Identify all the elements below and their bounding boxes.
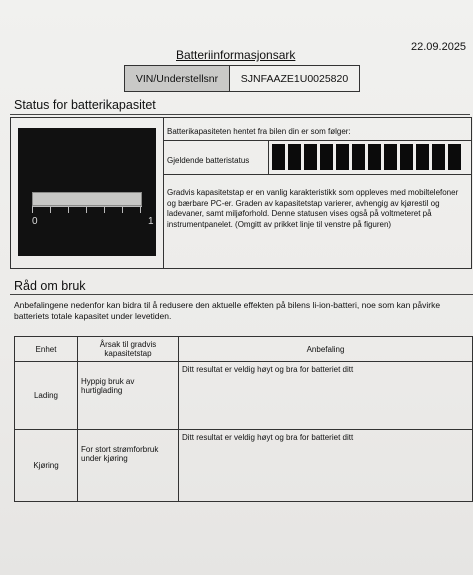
status-description: Gradvis kapasitetstap er en vanlig karakteristikk som oppleves med mobiltelefoner og bærbare PC-er. Graden av kapasitetstap varierer, avhengig av kjørestil og ladevaner, samt miljøforhold. Denne statusen vises også på voltmeteret på instrumentpanelet. (Omgitt av prikket linje til venstre på figuren) [167, 188, 459, 229]
gauge-bar [32, 192, 142, 206]
col-recommendation-header: Anbefaling [179, 337, 473, 362]
gauge-scale [32, 206, 142, 215]
col-cause-header: Årsak til gradvis kapasitetstap [78, 337, 179, 362]
advice-intro: Anbefalingene nedenfor kan bidra til å redusere den aktuelle effekten på bilens li-ion-batteri, noe som kan påvirke batteriets totale kapasitet under levetiden. [14, 300, 441, 321]
row-recommendation: Ditt resultat er veldig høyt og bra for batteriet ditt [179, 430, 473, 502]
battery-segment [352, 144, 365, 170]
battery-segment [384, 144, 397, 170]
row-unit: Lading [15, 362, 78, 430]
battery-segment [272, 144, 285, 170]
row-cause: Hyppig bruk av hurtiglading [78, 362, 179, 430]
retrieved-text: Batterikapasiteten hentet fra bilen din er som følger: [167, 127, 351, 136]
battery-segment [416, 144, 429, 170]
gauge-min-label: 0 [32, 216, 38, 227]
battery-gauge-image [18, 128, 156, 256]
vin-value: SJNFAAZE1U0025820 [240, 72, 349, 85]
status-box [10, 117, 472, 269]
battery-segment [400, 144, 413, 170]
table-row [15, 430, 473, 502]
advice-table [14, 336, 473, 502]
status-heading: Status for batterikapasitet [14, 98, 156, 112]
table-row [15, 362, 473, 430]
battery-segment-bar [268, 140, 471, 174]
document-title: Batteriinformasjonsark [176, 48, 296, 62]
battery-segment [432, 144, 445, 170]
document-date: 22.09.2025 [411, 41, 467, 53]
table-header-row [15, 337, 473, 362]
battery-segment [368, 144, 381, 170]
battery-segment [320, 144, 333, 170]
battery-segment [336, 144, 349, 170]
battery-segment [448, 144, 461, 170]
battery-segment [288, 144, 301, 170]
advice-divider [10, 294, 473, 295]
row-unit: Kjøring [15, 430, 78, 502]
status-divider [10, 114, 470, 115]
current-status-label: Gjeldende batteristatus [167, 156, 250, 165]
row-cause: For stort strømforbruk under kjøring [78, 430, 179, 502]
vin-box [124, 65, 360, 92]
row-recommendation: Ditt resultat er veldig høyt og bra for batteriet ditt [179, 362, 473, 430]
col-unit-header: Enhet [15, 337, 78, 362]
battery-segment [304, 144, 317, 170]
status-details [163, 118, 471, 268]
vin-label: VIN/Understellsnr [125, 66, 230, 91]
advice-heading: Råd om bruk [14, 279, 86, 293]
gauge-max-label: 1 [148, 216, 154, 227]
